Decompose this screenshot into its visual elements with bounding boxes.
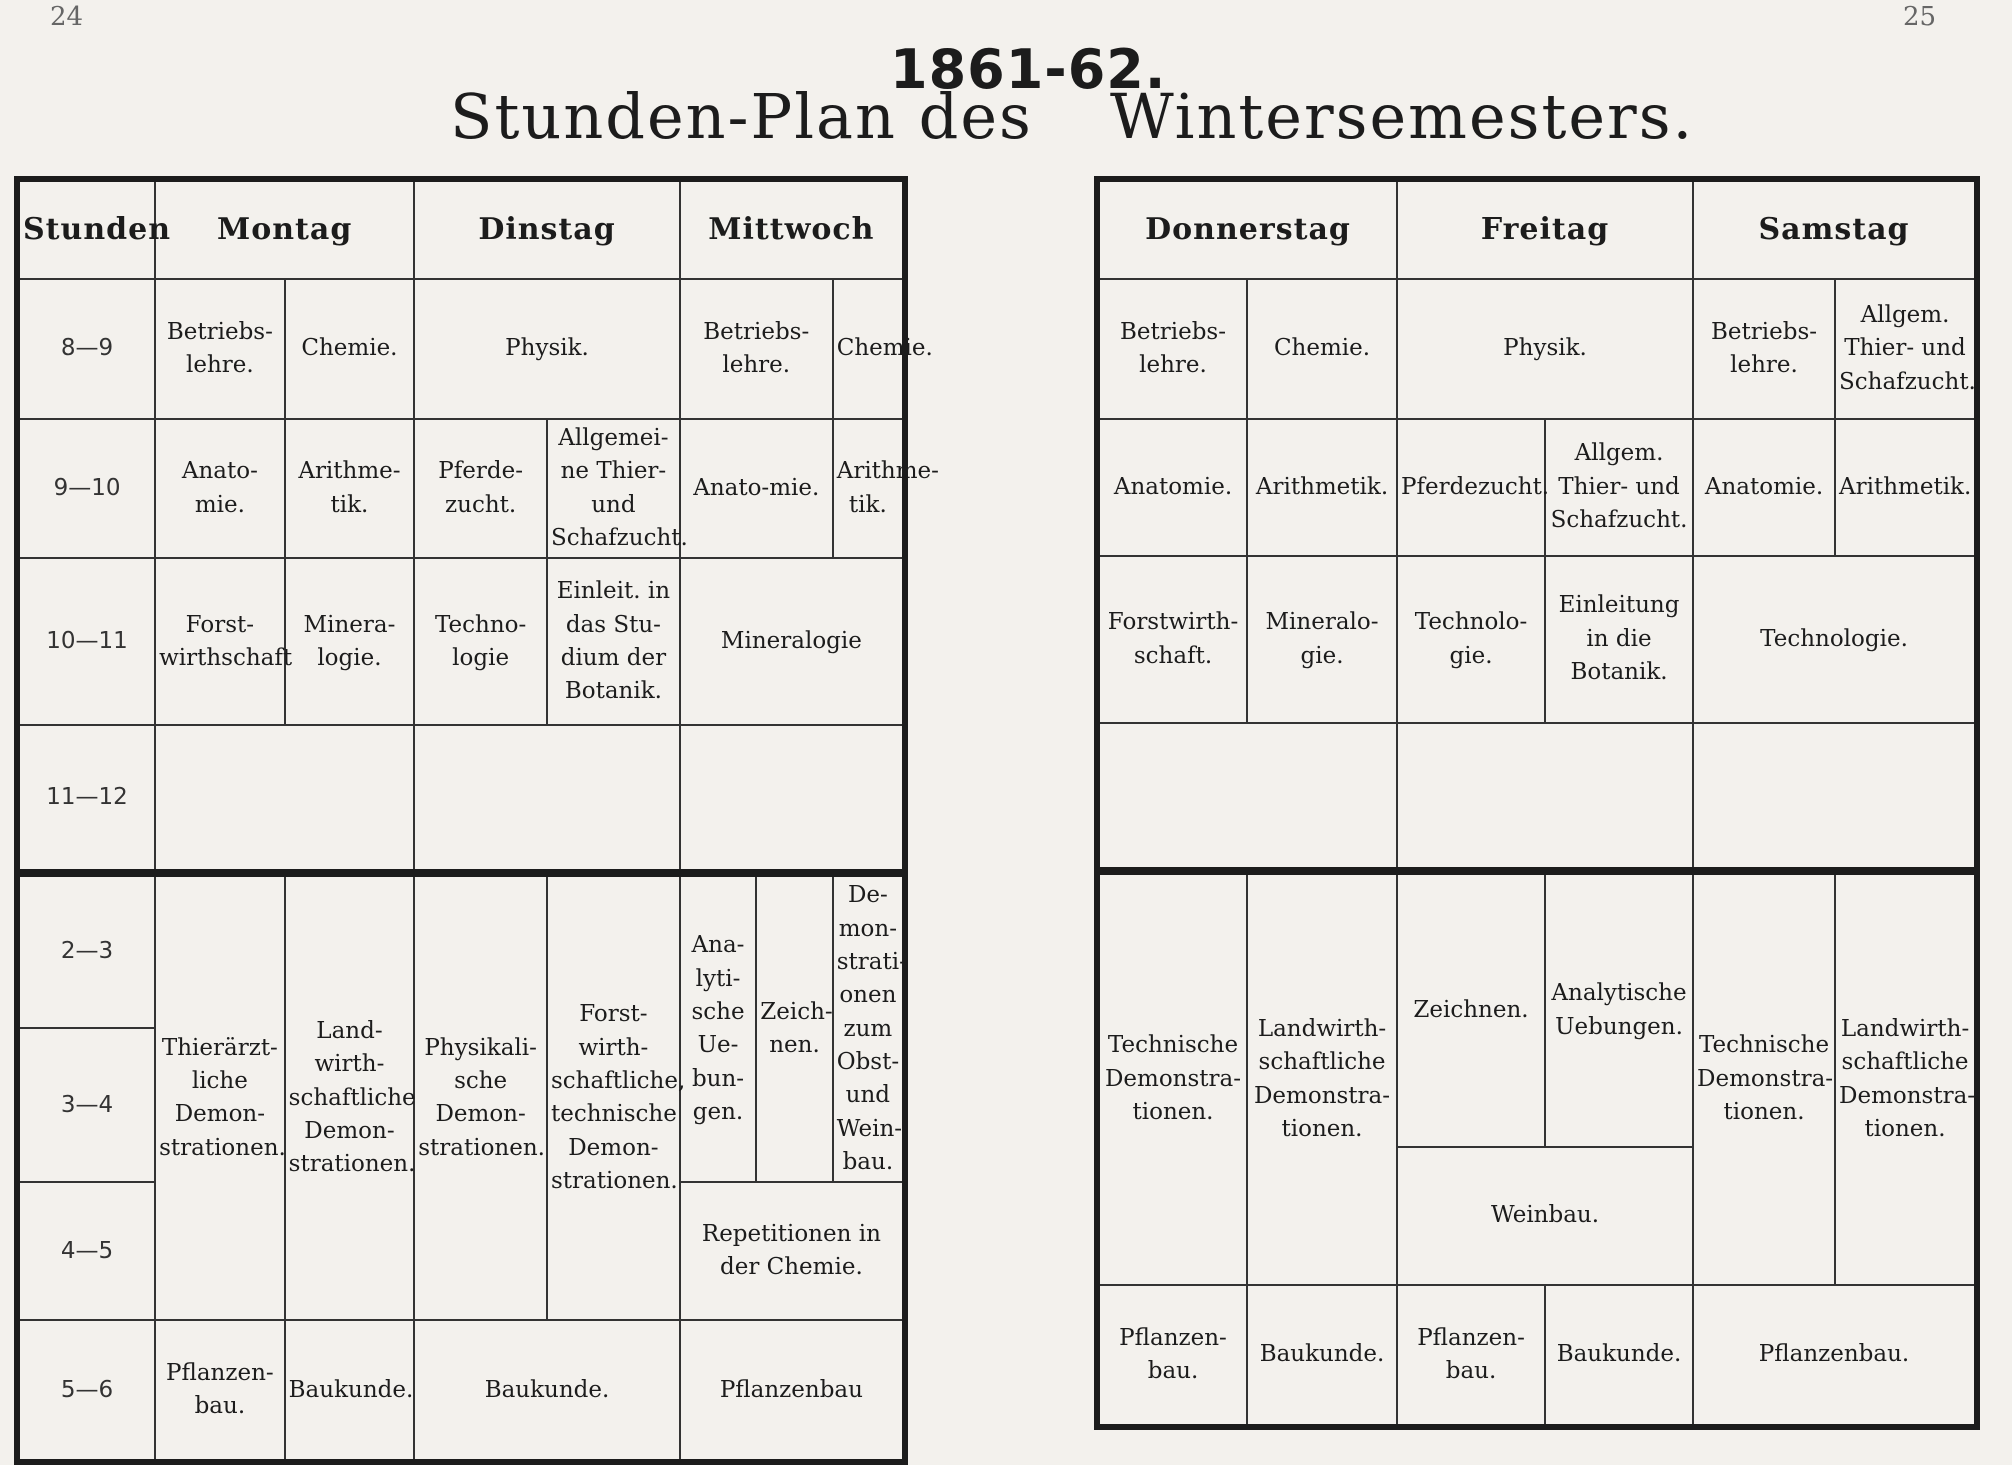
header-dinstag: Dinstag [414, 179, 680, 279]
schedule-cell: Minera-logie. [285, 558, 415, 725]
schedule-cell: Weinbau. [1397, 1147, 1693, 1285]
schedule-cell: Technolo-gie. [1397, 556, 1545, 723]
schedule-cell: Chemie. [285, 279, 415, 419]
schedule-cell: Repetitionen in der Chemie. [680, 1182, 905, 1320]
hour-cell: 11—12 [17, 725, 155, 873]
page-number-right: 25 [1903, 2, 1937, 32]
schedule-cell: Betriebs-lehre. [1097, 279, 1247, 419]
handwritten-year: 1861-62. [890, 38, 1167, 101]
schedule-cell: Analytische Uebungen. [1545, 871, 1693, 1147]
schedule-cell: Chemie. [1247, 279, 1397, 419]
schedule-cell: Anato-mie. [680, 419, 833, 558]
header-mittwoch: Mittwoch [680, 179, 905, 279]
schedule-cell: Forstwirth-schaft. [1097, 556, 1247, 723]
page-number-left: 24 [50, 2, 84, 32]
schedule-cell: Pflanzen-bau. [155, 1320, 285, 1462]
header-montag: Montag [155, 179, 414, 279]
schedule-cell: Pferde-zucht. [414, 419, 547, 558]
empty-cell [155, 725, 414, 873]
schedule-cell: Arithme-tik. [833, 419, 905, 558]
header-freitag: Freitag [1397, 179, 1693, 279]
schedule-cell: Mineralo-gie. [1247, 556, 1397, 723]
schedule-cell: Technologie. [1693, 556, 1977, 723]
hour-cell: 8—9 [17, 279, 155, 419]
schedule-cell: Techno-logie [414, 558, 547, 725]
empty-cell [680, 725, 905, 873]
schedule-cell: Land-wirth-schaftliche Demon-strationen. [285, 873, 415, 1320]
timetable-left [14, 176, 939, 1465]
timetable-right [1094, 176, 1980, 1430]
schedule-cell: Landwirth-schaftliche Demonstra-tionen. [1835, 871, 1977, 1285]
schedule-cell: Arithmetik. [1835, 419, 1977, 556]
schedule-cell: Einleit. in das Stu-dium der Botanik. [547, 558, 680, 725]
schedule-cell: De-mon-strati-onen zum Obst-und Wein-bau. [833, 873, 905, 1182]
schedule-cell: Technische Demonstra-tionen. [1693, 871, 1835, 1285]
schedule-cell: Forst-wirth-schaftliche, technische Demon-strationen. [547, 873, 680, 1320]
schedule-cell: Landwirth-schaftliche Demonstra-tionen. [1247, 871, 1397, 1285]
schedule-cell: Physikali-sche Demon-strationen. [414, 873, 547, 1320]
schedule-cell: Baukunde. [285, 1320, 415, 1462]
schedule-cell: Zeich-nen. [756, 873, 832, 1182]
empty-cell [1397, 723, 1693, 871]
hour-cell: 3—4 [17, 1028, 155, 1183]
schedule-cell: Physik. [414, 279, 680, 419]
schedule-cell: Anatomie. [1097, 419, 1247, 556]
hour-cell: 5—6 [17, 1320, 155, 1462]
title-left: Stunden-Plan des [450, 80, 1033, 153]
schedule-cell: Arithmetik. [1247, 419, 1397, 556]
empty-cell [1097, 723, 1397, 871]
schedule-cell: Allgemei-ne Thier-und Schafzucht. [547, 419, 680, 558]
schedule-cell: Zeichnen. [1397, 871, 1545, 1147]
hour-cell: 10—11 [17, 558, 155, 725]
schedule-cell: Technische Demonstra-tionen. [1097, 871, 1247, 1285]
empty-cell [414, 725, 680, 873]
header-donnerstag: Donnerstag [1097, 179, 1397, 279]
header-stunden: Stunden [17, 179, 155, 279]
schedule-cell: Pferdezucht. [1397, 419, 1545, 556]
schedule-cell: Baukunde. [414, 1320, 680, 1462]
schedule-cell: Ana-lyti-sche Ue-bun-gen. [680, 873, 756, 1182]
schedule-cell: Baukunde. [1247, 1285, 1397, 1427]
header-samstag: Samstag [1693, 179, 1977, 279]
schedule-cell: Pflanzen-bau. [1097, 1285, 1247, 1427]
hour-cell: 4—5 [17, 1182, 155, 1320]
schedule-cell: Betriebs-lehre. [1693, 279, 1835, 419]
empty-cell [1693, 723, 1977, 871]
schedule-cell: Thierärzt-liche Demon-strationen. [155, 873, 285, 1320]
schedule-cell: Betriebs-lehre. [680, 279, 833, 419]
schedule-cell: Allgem. Thier- und Schafzucht. [1835, 279, 1977, 419]
schedule-cell: Chemie. [833, 279, 905, 419]
schedule-cell: Allgem. Thier- und Schafzucht. [1545, 419, 1693, 556]
schedule-cell: Baukunde. [1545, 1285, 1693, 1427]
schedule-cell: Arithme-tik. [285, 419, 415, 558]
schedule-cell: Pflanzenbau. [1693, 1285, 1977, 1427]
schedule-cell: Anato-mie. [155, 419, 285, 558]
schedule-cell: Mineralogie [680, 558, 905, 725]
schedule-cell: Physik. [1397, 279, 1693, 419]
hour-cell: 2—3 [17, 873, 155, 1028]
schedule-cell: Forst-wirthschaft [155, 558, 285, 725]
schedule-cell: Pflanzen-bau. [1397, 1285, 1545, 1427]
schedule-cell: Betriebs-lehre. [155, 279, 285, 419]
schedule-cell: Anatomie. [1693, 419, 1835, 556]
title-right: Wintersemesters. [1110, 80, 1695, 153]
schedule-cell: Einleitung in die Botanik. [1545, 556, 1693, 723]
hour-cell: 9—10 [17, 419, 155, 558]
schedule-cell: Pflanzenbau [680, 1320, 905, 1462]
